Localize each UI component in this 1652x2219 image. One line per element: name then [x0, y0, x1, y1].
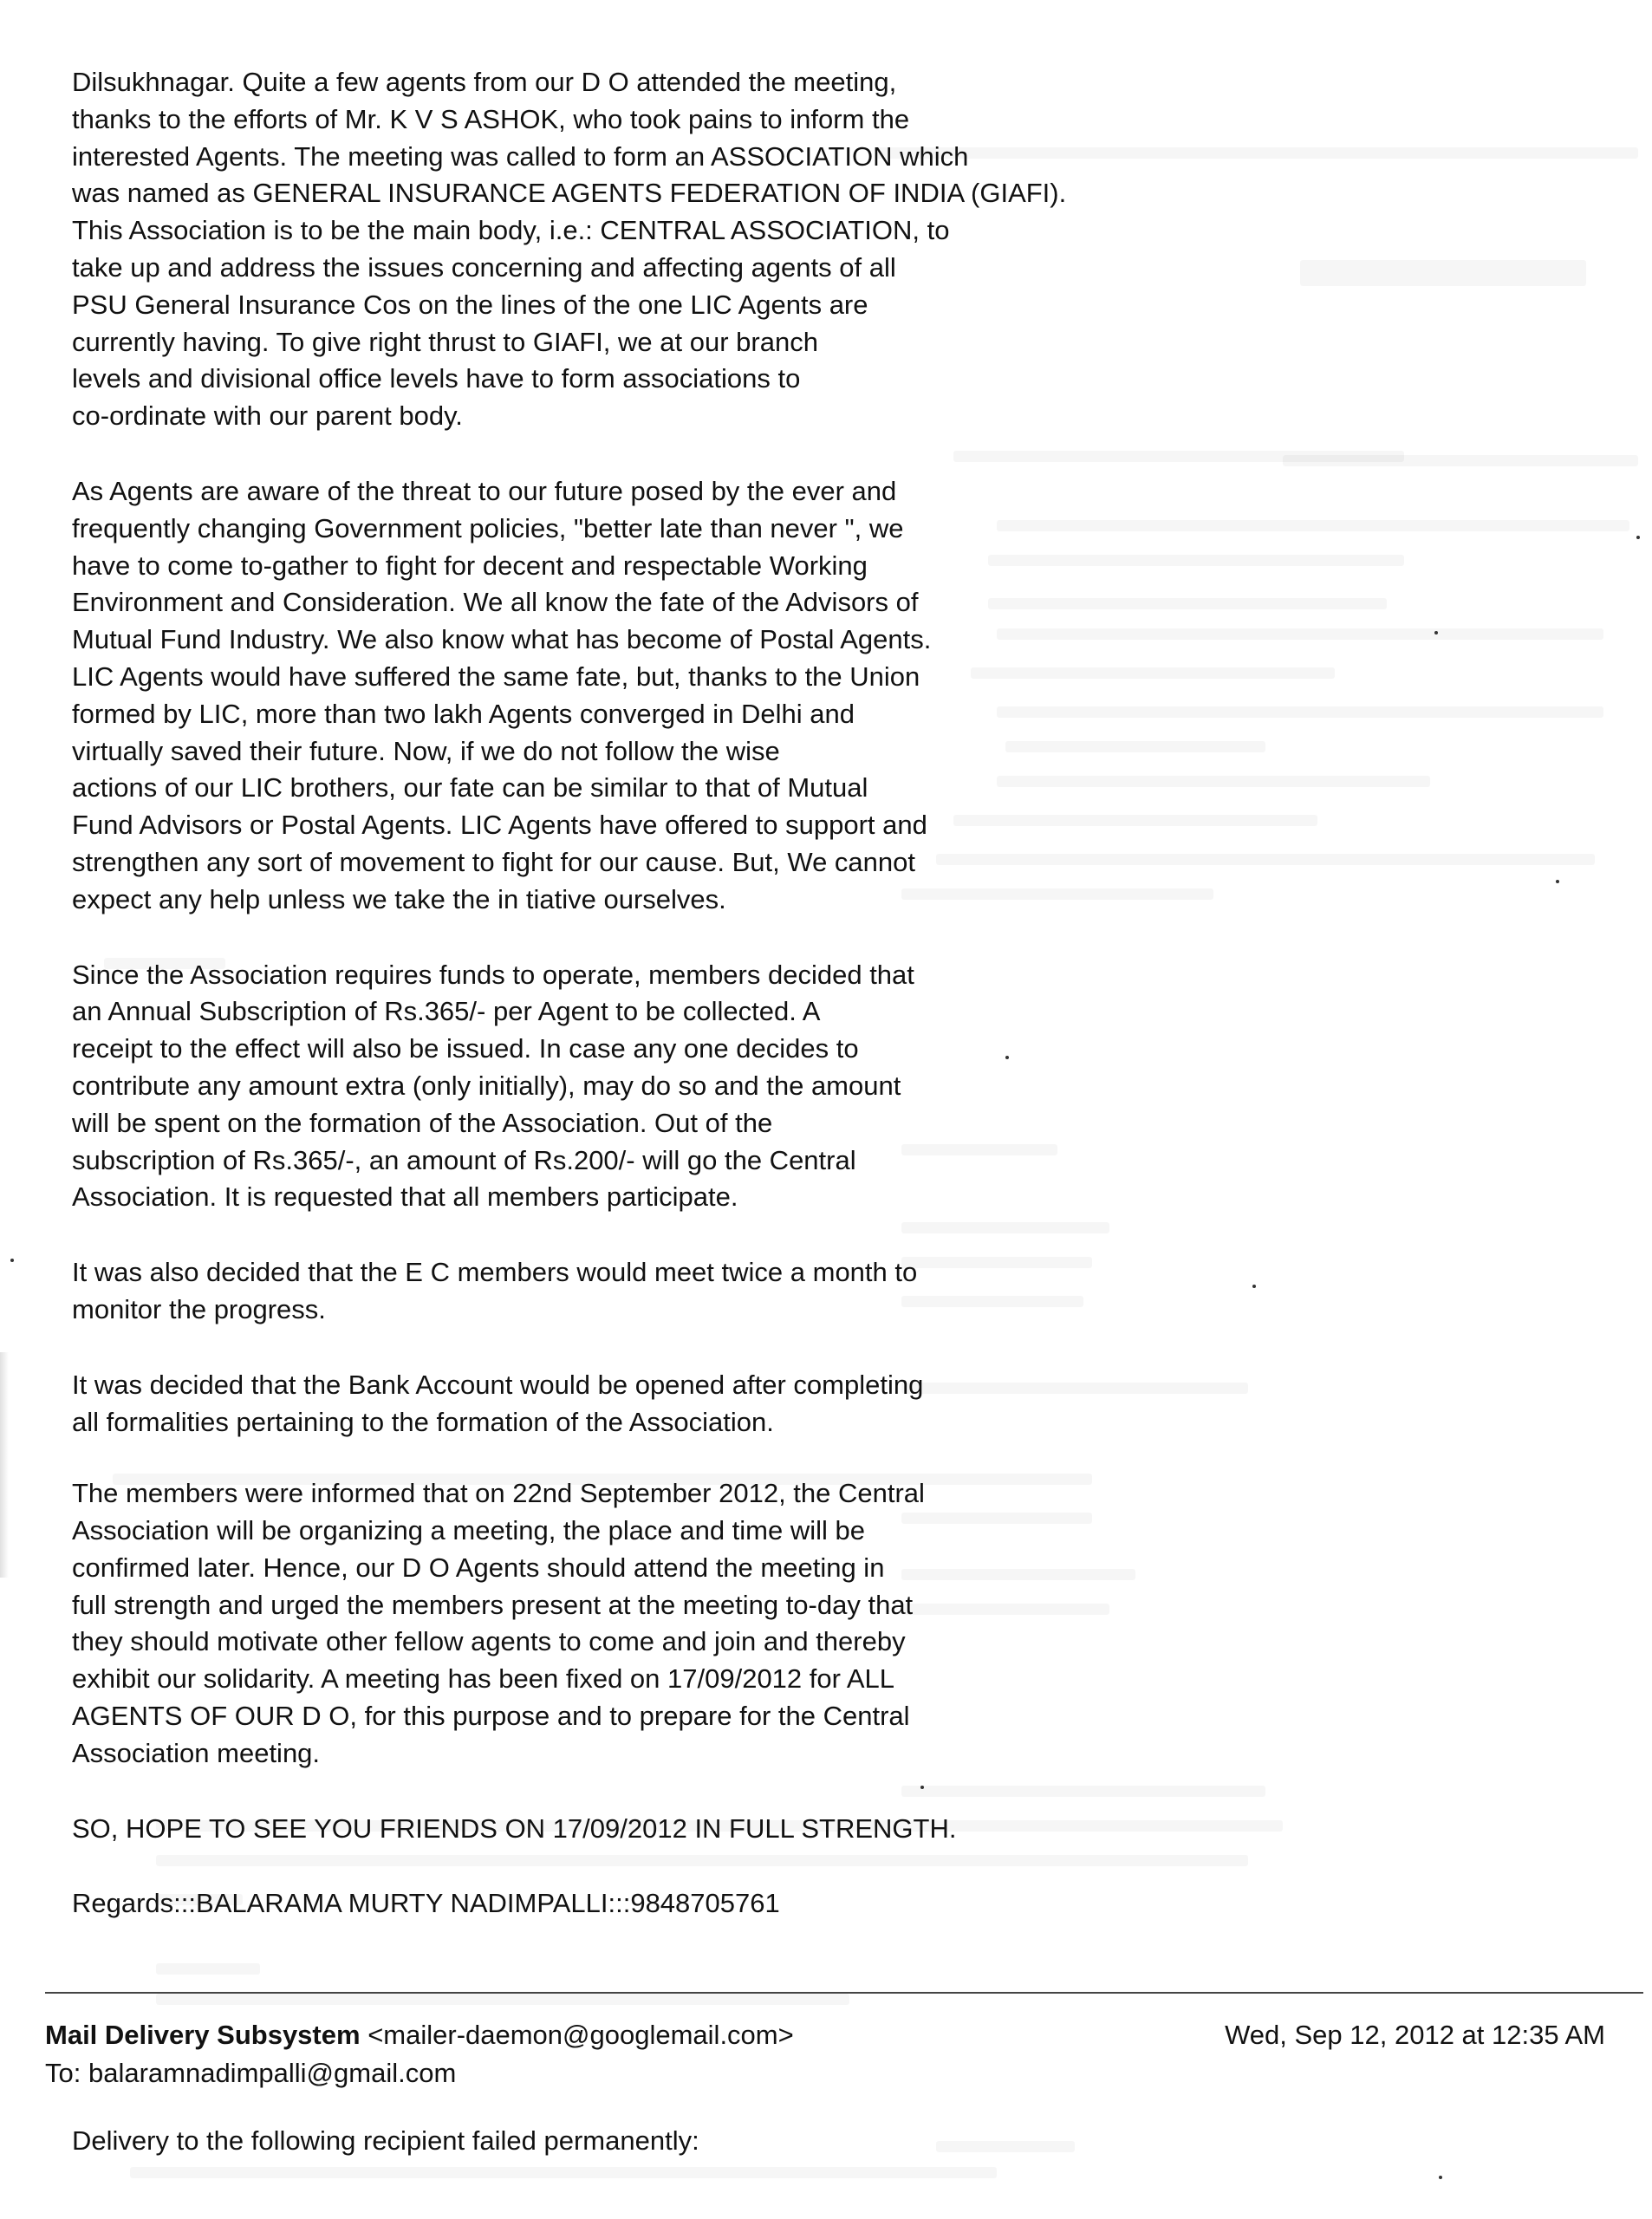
email-date: Wed, Sep 12, 2012 at 12:35 AM — [1225, 2020, 1605, 2050]
sender-name: Mail Delivery Subsystem — [45, 2020, 361, 2050]
email-divider — [45, 1992, 1643, 1994]
email-header — [45, 2016, 1605, 2092]
scan-speck — [1005, 1056, 1009, 1059]
paragraph-association-formation: Dilsukhnagar. Quite a few agents from our D O attended the meeting, thanks to the efforts of Mr. K V S ASHOK, who took pains to inform the interested Agents. The meeting was called to form an ASSOCIATION which was named as GENERAL INSURANCE AGENTS FEDERATION OF INDIA (GIAFI). This Association is to be the main body, i.e.: CENTRAL ASSOCIATION, to take up and address the issues concerning and affecting agents of all PSU General Insurance Cos on the lines of the one LIC Agents are currently having. To give right thrust to GIAFI, we at our branch levels and divisional office levels have to form associations to co-ordinate with our parent body. — [72, 67, 1067, 432]
scan-speck — [1434, 631, 1438, 634]
scan-speck — [10, 1259, 14, 1262]
scan-speck — [1252, 1285, 1256, 1288]
email-recipient: To: balaramnadimpalli@gmail.com — [45, 2058, 457, 2088]
delivery-failure-message: Delivery to the following recipient failed permanently: — [72, 2125, 699, 2156]
regards-signature: Regards:::BALARAMA MURTY NADIMPALLI:::9848705761 — [72, 1888, 780, 1919]
paragraph-central-meeting: The members were informed that on 22nd September 2012, the Central Association will be organizing a meeting, the place and time will be confirmed later. Hence, our D O Agents should attend the meeting in full strength and urged the members present at the meeting to-day that they should motivate other fellow agents to come and join and thereby exhibit our solidarity. A meeting has been fixed on 17/09/2012 for ALL AGENTS OF OUR D O, for this purpose and to prepare for the Central Association meeting. — [72, 1478, 925, 1768]
paragraph-subscription: Since the Association requires funds to operate, members decided that an Annual Subscription of Rs.365/- per Agent to be collected. A receipt to the effect will also be issued. In case any one decides to contribute any amount extra (only initially), may do so and the amount will be spent on the formation of the Association. Out of the subscription of Rs.365/-, an amount of Rs.200/- will go the Central Association. It is requested that all members participate. — [72, 959, 914, 1213]
scan-shadow — [0, 1352, 9, 1578]
scan-speck — [920, 1786, 924, 1789]
scan-speck — [1556, 880, 1559, 883]
scan-speck — [1439, 2176, 1442, 2179]
letter-body — [72, 64, 1095, 1923]
paragraph-agents-threat: As Agents are aware of the threat to our future posed by the ever and frequently changing Government policies, "better late than never ", we have to come to-gather to fight for decent and respectable Working Environment and Consideration. We all know the fate of the Advisors of Mutual Fund Industry. We also know what has become of Postal Agents. LIC Agents would have suffered the same fate, but, thanks to the Union formed by LIC, more than two lakh Agents converged in Delhi and virtually saved their future. Now, if we do not follow the wise actions of our LIC brothers, our fate can be similar to that of Mutual Fund Advisors or Postal Agents. LIC Agents have offered to support and strengthen any sort of movement to fight for our cause. But, We cannot expect any help unless we take the in tiative ourselves. — [72, 475, 932, 914]
paragraph-bank-account: It was decided that the Bank Account would be opened after completing all formalities pertaining to the formation of the Association. — [72, 1369, 924, 1437]
paragraph-ec-meetings: It was also decided that the E C members would meet twice a month to monitor the progress. — [72, 1257, 918, 1324]
scan-speck — [1636, 536, 1640, 539]
sender-email: <mailer-daemon@googlemail.com> — [367, 2020, 794, 2050]
closing-line: SO, HOPE TO SEE YOU FRIENDS ON 17/09/2012 IN FULL STRENGTH. — [72, 1812, 957, 1844]
